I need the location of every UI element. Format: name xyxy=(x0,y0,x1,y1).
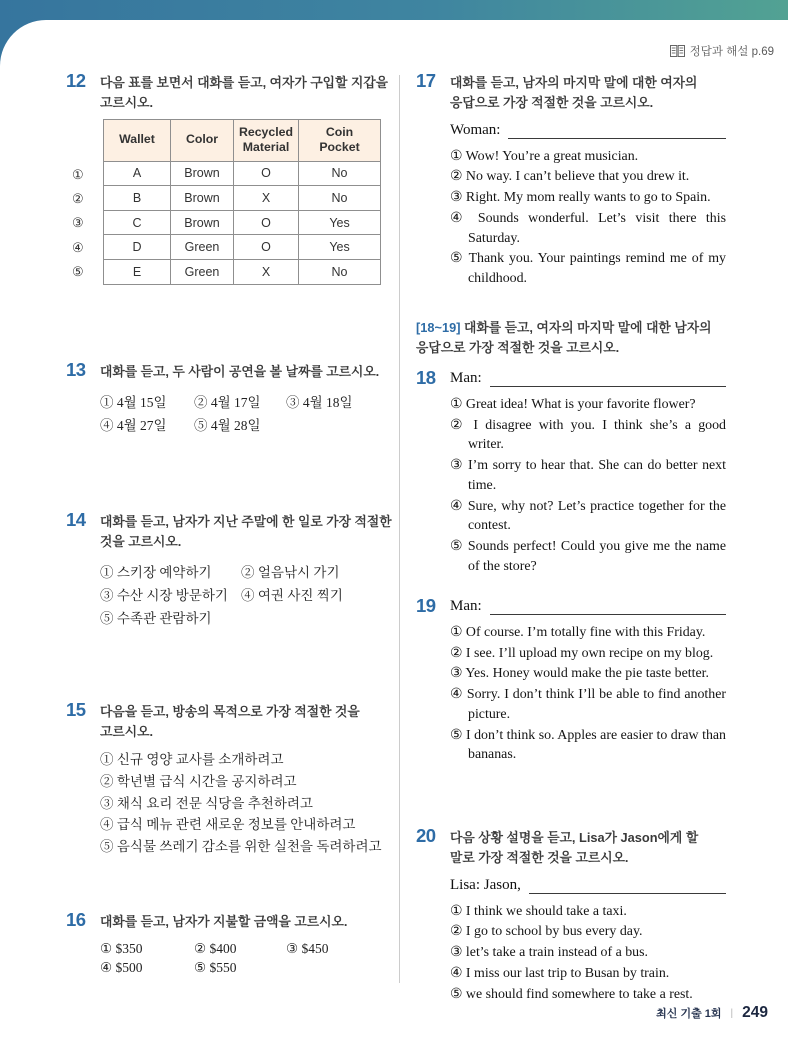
question-16-number: 16 xyxy=(66,909,86,930)
speaker-label: Woman: xyxy=(450,121,501,138)
table-cell: D xyxy=(104,235,171,260)
option-5: ⑤ I don’t think so. Apples are easier to draw than bananas. xyxy=(450,727,726,763)
question-14-options xyxy=(100,561,392,627)
option-1: ① $350 xyxy=(100,940,143,956)
question-19 xyxy=(416,595,726,766)
question-16 xyxy=(66,909,392,976)
option-2: ② $400 xyxy=(194,940,237,956)
option-5: ⑤ 음식물 쓰레기 감소를 위한 실천을 독려하려고 xyxy=(100,839,382,855)
question-18-options xyxy=(450,395,726,577)
table-header-color: Color xyxy=(171,119,234,161)
question-18 xyxy=(416,367,726,578)
question-13 xyxy=(66,359,392,434)
answer-markers xyxy=(72,119,103,285)
option-3: ③ I’m sorry to hear that. She can do better next time. xyxy=(450,458,726,493)
row-marker: ④ xyxy=(72,239,84,255)
speaker-line xyxy=(450,877,726,894)
option-4: ④ 급식 메뉴 관련 새로운 정보를 안내하려고 xyxy=(100,817,356,833)
question-16-options xyxy=(100,941,392,976)
table-cell: X xyxy=(234,259,299,284)
column-divider xyxy=(399,75,400,983)
table-cell: Brown xyxy=(171,186,234,211)
option-1: ① 4월 15일 xyxy=(100,394,167,410)
question-20-number: 20 xyxy=(416,825,436,846)
table-cell: A xyxy=(104,161,171,186)
question-13-number: 13 xyxy=(66,359,86,380)
table-cell: No xyxy=(299,259,381,284)
top-accent-band xyxy=(0,0,788,20)
option-2: ② 4월 17일 xyxy=(194,394,261,410)
question-14-prompt: 대화를 듣고, 남자가 지난 주말에 한 일로 가장 적절한 것을 고르시오. xyxy=(100,514,392,549)
table-cell: C xyxy=(104,210,171,235)
option-1: ① Wow! You’re a great musician. xyxy=(450,148,639,164)
question-16-prompt: 대화를 듣고, 남자가 지불할 금액을 고르시오. xyxy=(100,914,348,929)
question-12-number: 12 xyxy=(66,70,86,91)
answer-blank xyxy=(529,878,726,894)
table-cell: O xyxy=(234,161,299,186)
table-cell: No xyxy=(299,186,381,211)
top-left-corner-accent xyxy=(0,20,46,66)
row-marker: ② xyxy=(72,191,84,207)
option-1: ① 스키장 예약하기 xyxy=(100,564,212,580)
table-cell: Yes xyxy=(299,235,381,260)
section-direction-text xyxy=(416,318,726,358)
option-4: ④ Sure, why not? Let’s practice together for the contest. xyxy=(450,498,726,534)
answer-blank xyxy=(508,123,726,139)
section-range: [18~19] xyxy=(416,320,461,335)
row-marker: ⑤ xyxy=(72,264,84,280)
option-3: ③ 4월 18일 xyxy=(286,394,353,410)
table-cell: B xyxy=(104,186,171,211)
option-2: ② 학년별 급식 시간을 공지하려고 xyxy=(100,773,297,789)
question-13-options xyxy=(100,391,392,434)
option-5: ⑤ we should find somewhere to take a rest. xyxy=(450,986,693,1002)
page-footer xyxy=(656,1004,768,1022)
question-15-prompt: 다음을 듣고, 방송의 목적으로 가장 적절한 것을 고르시오. xyxy=(100,704,360,739)
question-15 xyxy=(66,699,392,859)
wallet-table xyxy=(72,119,392,285)
table-row xyxy=(104,235,381,260)
table-row xyxy=(104,210,381,235)
row-marker: ① xyxy=(72,166,84,182)
option-5: ⑤ 수족관 관람하기 xyxy=(100,610,212,626)
option-3: ③ 수산 시장 방문하기 xyxy=(100,587,228,603)
table-cell: O xyxy=(234,235,299,260)
question-13-prompt: 대화를 듣고, 두 사람이 공연을 볼 날짜를 고르시오. xyxy=(100,364,380,379)
table-cell: Green xyxy=(171,259,234,284)
open-book-icon xyxy=(670,45,685,57)
question-17-prompt: 대화를 듣고, 남자의 마지막 말에 대한 여자의 응답으로 가장 적절한 것을 고르시오. xyxy=(450,75,698,110)
table-row xyxy=(104,186,381,211)
option-4: ④ $500 xyxy=(100,959,143,975)
page-number: 249 xyxy=(742,1004,768,1021)
answer-blank xyxy=(490,599,726,615)
question-17-number: 17 xyxy=(416,70,436,91)
question-12-prompt: 다음 표를 보면서 대화를 듣고, 여자가 구입할 지갑을 고르시오. xyxy=(100,75,389,110)
option-1: ① 신규 영양 교사를 소개하려고 xyxy=(100,751,284,767)
option-4: ④ 4월 27일 xyxy=(100,417,167,433)
table-header-coin-pocket: Coin Pocket xyxy=(299,119,381,161)
section-18-19-direction xyxy=(416,318,726,358)
speaker-label: Man: xyxy=(450,370,482,386)
section-prompt: 대화를 듣고, 여자의 마지막 말에 대한 남자의 응답으로 가장 적절한 것을 고르시오. xyxy=(416,320,712,355)
speaker-line xyxy=(450,598,726,615)
option-2: ② I disagree with you. I think she’s a good writer. xyxy=(450,417,726,453)
question-15-options xyxy=(100,750,392,859)
option-4: ④ Sounds wonderful. Let’s visit there this Saturday. xyxy=(450,210,726,246)
option-3: ③ Right. My mom really wants to go to Spain. xyxy=(450,190,711,206)
option-5: ⑤ Sounds perfect! Could you give me the name of the store? xyxy=(450,539,726,574)
question-14-number: 14 xyxy=(66,509,86,530)
table-row xyxy=(104,259,381,284)
option-2: ② No way. I can’t believe that you drew it. xyxy=(450,169,690,185)
question-20-prompt: 다음 상황 설명을 듣고, Lisa가 Jason에게 할 말로 가장 적절한 것을 고르시오. xyxy=(450,830,699,865)
option-3: ③ 채식 요리 전문 식당을 추천하려고 xyxy=(100,795,313,811)
table-header-wallet: Wallet xyxy=(104,119,171,161)
speaker-line xyxy=(450,370,726,387)
option-1: ① Of course. I’m totally fine with this Friday. xyxy=(450,625,706,640)
table-cell: Green xyxy=(171,235,234,260)
speaker-label: Man: xyxy=(450,598,482,614)
option-4: ④ 여권 사진 찍기 xyxy=(241,587,343,603)
option-4: ④ Sorry. I don’t think I’ll be able to find another picture. xyxy=(450,687,726,722)
question-17 xyxy=(416,70,726,290)
table-cell: O xyxy=(234,210,299,235)
question-20-options xyxy=(450,902,726,1005)
speaker-label: Lisa: Jason, xyxy=(450,876,521,893)
row-marker: ③ xyxy=(72,215,84,231)
question-20 xyxy=(416,825,726,1005)
table-cell: Brown xyxy=(171,210,234,235)
question-19-options xyxy=(450,623,726,765)
question-15-number: 15 xyxy=(66,699,86,720)
speaker-line xyxy=(450,122,726,139)
table-cell: No xyxy=(299,161,381,186)
option-1: ① Great idea! What is your favorite flower? xyxy=(450,397,696,412)
question-17-options xyxy=(450,147,726,289)
table-cell: Yes xyxy=(299,210,381,235)
answer-reference xyxy=(670,43,774,59)
option-2: ② I see. I’ll upload my own recipe on my blog. xyxy=(450,645,714,661)
option-3: ③ $450 xyxy=(286,940,329,956)
footer-divider: | xyxy=(730,1007,734,1019)
table-cell: X xyxy=(234,186,299,211)
option-3: ③ Yes. Honey would make the pie taste better. xyxy=(450,666,709,682)
table-cell: E xyxy=(104,259,171,284)
question-14 xyxy=(66,509,392,627)
option-5: ⑤ $550 xyxy=(194,959,237,975)
answer-reference-label: 정답과 해설 p.69 xyxy=(689,46,774,58)
table-header-row xyxy=(104,119,381,161)
option-3: ③ let’s take a train instead of a bus. xyxy=(450,945,648,961)
table-cell: Brown xyxy=(171,161,234,186)
footer-section-label: 최신 기출 1회 xyxy=(656,1008,722,1020)
question-18-number: 18 xyxy=(416,367,436,388)
option-5: ⑤ 4월 28일 xyxy=(194,417,261,433)
table-header-recycled-material: Recycled Material xyxy=(234,119,299,161)
answer-blank xyxy=(490,371,726,387)
option-5: ⑤ Thank you. Your paintings remind me of my childhood. xyxy=(450,251,726,287)
option-4: ④ I miss our last trip to Busan by train. xyxy=(450,965,670,981)
question-19-number: 19 xyxy=(416,595,436,616)
option-1: ① I think we should take a taxi. xyxy=(450,903,627,919)
option-2: ② 얼음낚시 가기 xyxy=(241,564,340,580)
option-2: ② I go to school by bus every day. xyxy=(450,924,643,940)
question-12 xyxy=(66,70,392,285)
table-row xyxy=(104,161,381,186)
